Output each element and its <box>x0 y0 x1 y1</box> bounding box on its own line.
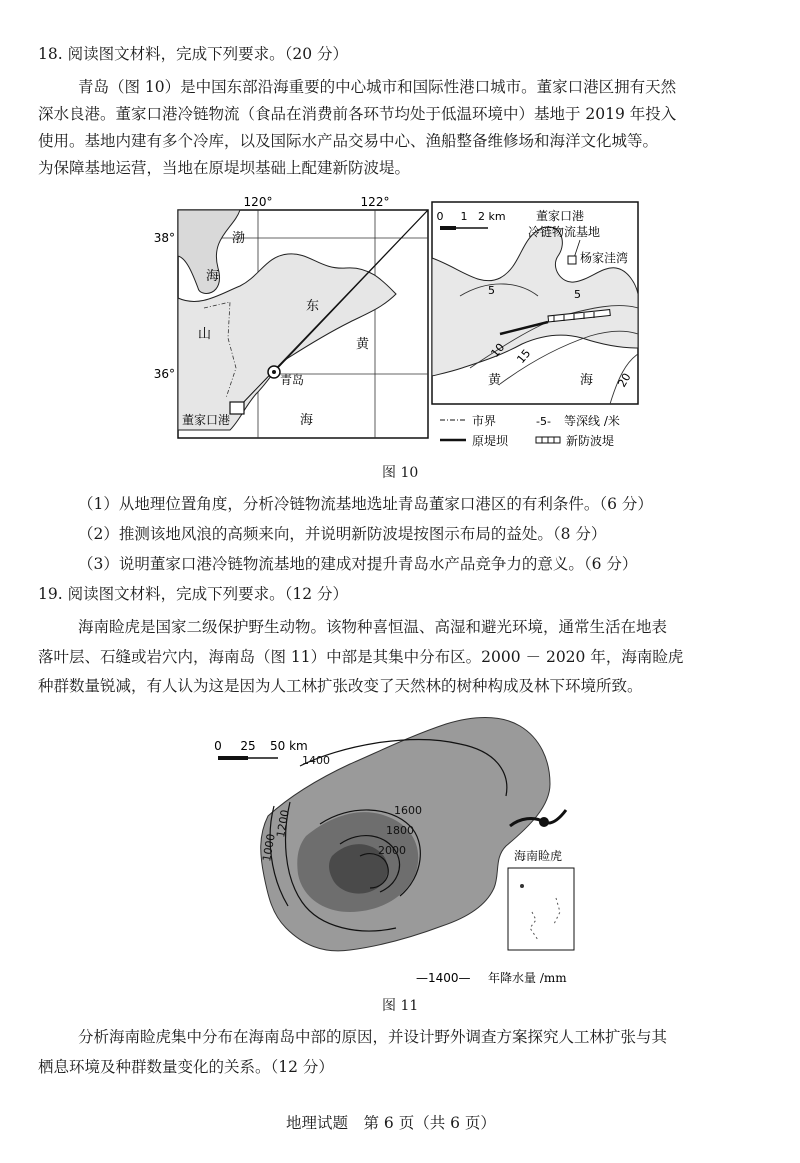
isohyet-1400: 1400 <box>302 754 330 767</box>
isohyet-1600: 1600 <box>394 804 422 817</box>
q19-task-line-2: 栖息环境及种群数量变化的关系。（12 分） <box>38 1058 334 1076</box>
gecko-label: 海南睑虎 <box>514 849 563 863</box>
q18-line-1: 青岛（图 10）是中国东部沿海重要的中心城市和国际性港口城市。董家口港区拥有天然 <box>78 78 677 96</box>
depth-15: 15 <box>514 346 534 366</box>
depth-10: 10 <box>488 340 508 360</box>
figure-11-caption: 图 11 <box>382 998 419 1014</box>
dongjiakou-label: 董家口港 <box>182 413 231 427</box>
scale-1: 1 <box>460 210 468 223</box>
isohyet-1800: 1800 <box>386 824 414 837</box>
lon-122-label: 122° <box>360 195 390 209</box>
shandong-label-shan: 山 <box>198 327 212 342</box>
q19-line-2: 落叶层、石缝或岩穴内，海南岛（图 11）中部是其集中分布区。2000 － 2020 年，海南睑虎 <box>38 648 684 666</box>
q18-line-3: 使用。基地内建有多个冷库，以及国际水产品交易中心、渔船整备维修场和海洋文化城等。 <box>38 132 659 150</box>
figure-10-legend <box>440 413 620 448</box>
q19-task-line-1: 分析海南睑虎集中分布在海南岛中部的原因，并设计野外调查方案探究人工林扩张与其 <box>78 1028 668 1046</box>
q18-sub-2: （2）推测该地风浪的高频来向，并说明新防波堤按图示布局的益处。（8 分） <box>78 525 607 543</box>
legend-city-boundary: 市界 <box>472 414 497 428</box>
isohyet-2000: 2000 <box>378 844 406 857</box>
huanghai-label-1: 黄 <box>356 337 370 352</box>
base-label-1: 董家口港 <box>536 209 585 223</box>
figure-10 <box>153 195 640 460</box>
depth-5-b: 5 <box>574 288 581 301</box>
lat-38-label: 38° <box>153 231 175 245</box>
right-map <box>432 202 638 404</box>
legend-isobath: 等深线 /米 <box>564 414 620 428</box>
left-map <box>154 195 428 438</box>
legend-isobath-sample: -5- <box>536 415 551 428</box>
huanghai-right-2: 海 <box>580 373 594 388</box>
legend-new-breakwater: 新防波堤 <box>566 434 615 448</box>
scale-50km: 50 km <box>270 739 308 753</box>
bohai-label-1: 渤 <box>232 231 246 246</box>
q19-line-3: 种群数量锐减，有人认为这是因为人工林扩张改变了天然林的树种构成及林下环境所致。 <box>38 677 643 695</box>
page-footer: 地理试题 第 6 页（共 6 页） <box>286 1114 496 1132</box>
legend-isohyet: 年降水量 /mm <box>488 971 567 985</box>
q18-line-4: 为保障基地运营，当地在原堤坝基础上配建新防波堤。 <box>38 159 411 177</box>
q19-heading: 19. 阅读图文材料，完成下列要求。（12 分） <box>38 585 348 603</box>
base-label-2: 冷链物流基地 <box>528 225 601 239</box>
inset-map <box>508 868 574 950</box>
shandong-label-dong: 东 <box>306 299 320 314</box>
legend-old-dam: 原堤坝 <box>472 434 509 448</box>
huanghai-right-1: 黄 <box>488 373 502 388</box>
scale-0: 0 <box>214 739 222 753</box>
isohyet-1200: 1200 <box>274 808 292 839</box>
lat-36-label: 36° <box>153 367 175 381</box>
port-marker <box>230 402 244 414</box>
depth-5-a: 5 <box>488 284 495 297</box>
scale-25: 25 <box>240 739 256 753</box>
figure-11 <box>210 706 600 990</box>
scale-0: 0 <box>436 210 444 223</box>
base-marker <box>568 256 576 264</box>
q18-sub-3: （3）说明董家口港冷链物流基地的建成对提升青岛水产品竞争力的意义。（6 分） <box>78 555 638 573</box>
depth-20: 20 <box>615 370 634 390</box>
q18-heading: 18. 阅读图文材料，完成下列要求。（20 分） <box>38 45 348 63</box>
figure-11-legend <box>416 970 567 985</box>
qingdao-label: 青岛 <box>280 373 305 387</box>
q18-sub-1: （1）从地理位置角度，分析冷链物流基地选址青岛董家口港区的有利条件。（6 分） <box>78 495 653 513</box>
figure-10-caption: 图 10 <box>382 465 419 481</box>
q19-line-1: 海南睑虎是国家二级保护野生动物。该物种喜恒温、高湿和避光环境，通常生活在地表 <box>78 618 668 636</box>
bohai-label-2: 海 <box>206 269 220 284</box>
scale-bar <box>214 739 308 760</box>
yangjiawa-label: 杨家洼湾 <box>580 251 629 265</box>
isohyet-1000: 1000 <box>260 832 278 863</box>
lon-120-label: 120° <box>243 195 273 209</box>
q18-line-2: 深水良港。董家口港冷链物流（食品在消费前各环节均处于低温环境中）基地于 2019 年投入 <box>38 105 677 123</box>
huanghai-label-2: 海 <box>300 413 314 428</box>
scale-2km: 2 km <box>478 210 506 223</box>
legend-isohyet-sample: —1400— <box>416 971 471 985</box>
